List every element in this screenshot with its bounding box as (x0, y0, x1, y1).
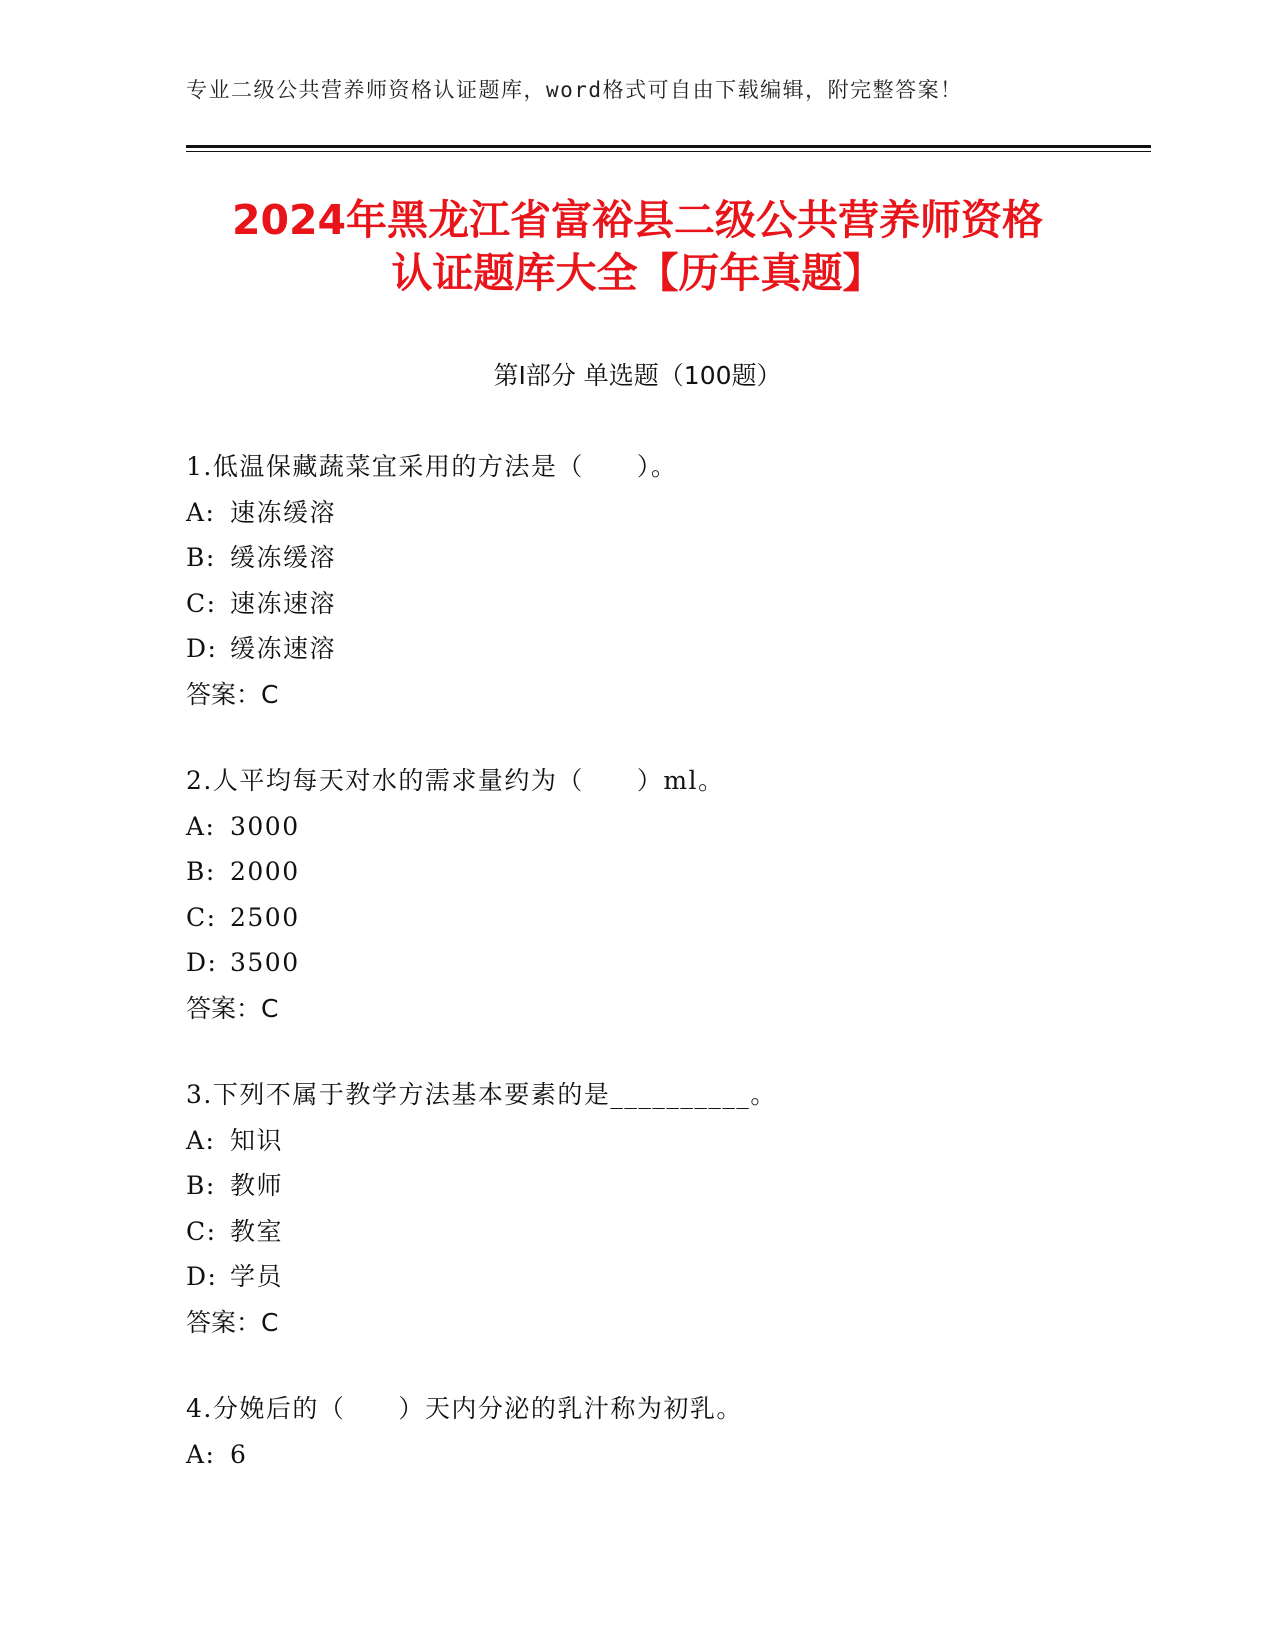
option-key: D: (186, 634, 218, 663)
option-key: A: (186, 811, 216, 841)
option-text: 教室 (230, 1216, 284, 1246)
option-text: 3000 (230, 811, 300, 841)
option-key: A: (186, 497, 216, 527)
title-line-2: 认证题库大全【历年真题】 (391, 249, 884, 297)
header-divider-thin (186, 151, 1151, 152)
option-key: D: (186, 948, 218, 977)
option-text: 速冻速溶 (230, 588, 337, 618)
answer-line: 答案：C (186, 679, 279, 709)
option-key: B: (186, 543, 216, 572)
question-2 (186, 758, 1116, 1031)
question-1 (186, 444, 1116, 717)
option-b (186, 535, 1116, 581)
option-text: 2000 (230, 857, 300, 886)
option-b (186, 1163, 1116, 1209)
option-a (186, 490, 1116, 536)
option-b (186, 849, 1116, 895)
option-c (186, 895, 1116, 941)
answer-line: 答案：C (186, 1307, 279, 1337)
document-title (170, 194, 1105, 300)
option-text: 2500 (230, 902, 300, 932)
option-text: 速冻缓溶 (230, 497, 337, 527)
option-d (186, 626, 1116, 672)
option-a (186, 804, 1116, 850)
option-text: 知识 (230, 1125, 284, 1155)
title-line-1: 2024年黑龙江省富裕县二级公共营养师资格 (231, 196, 1044, 244)
option-key: D: (186, 1262, 218, 1291)
option-d (186, 1254, 1116, 1300)
option-text: 3500 (230, 948, 300, 977)
question-list (186, 444, 1116, 1518)
option-key: B: (186, 857, 216, 886)
option-key: B: (186, 1171, 216, 1200)
option-a (186, 1432, 1116, 1478)
option-text: 缓冻速溶 (230, 634, 337, 663)
option-key: C: (186, 588, 217, 618)
answer-line: 答案：C (186, 993, 279, 1023)
option-key: A: (186, 1125, 216, 1155)
option-key: C: (186, 1216, 217, 1246)
option-text: 6 (230, 1439, 248, 1469)
question-3 (186, 1072, 1116, 1345)
question-stem: 2.人平均每天对水的需求量约为（ ）ml。 (186, 766, 725, 795)
option-text: 教师 (230, 1171, 284, 1200)
option-d (186, 940, 1116, 986)
option-key: C: (186, 902, 217, 932)
option-text: 学员 (230, 1262, 284, 1291)
question-stem: 1.低温保藏蔬菜宜采用的方法是（ ）。 (186, 452, 678, 481)
section-title: 第Ⅰ部分 单选题（100题） (493, 361, 782, 390)
page-header: 专业二级公共营养师资格认证题库，word格式可自由下载编辑，附完整答案！ (186, 78, 963, 102)
option-key: A: (186, 1439, 216, 1469)
header-divider-thick (186, 145, 1151, 148)
option-c (186, 581, 1116, 627)
option-c (186, 1209, 1116, 1255)
option-text: 缓冻缓溶 (230, 543, 337, 572)
question-4 (186, 1386, 1116, 1477)
question-stem: 3.下列不属于教学方法基本要素的是__________。 (186, 1080, 777, 1109)
question-stem: 4.分娩后的（ ）天内分泌的乳汁称为初乳。 (186, 1394, 743, 1423)
option-a (186, 1118, 1116, 1164)
